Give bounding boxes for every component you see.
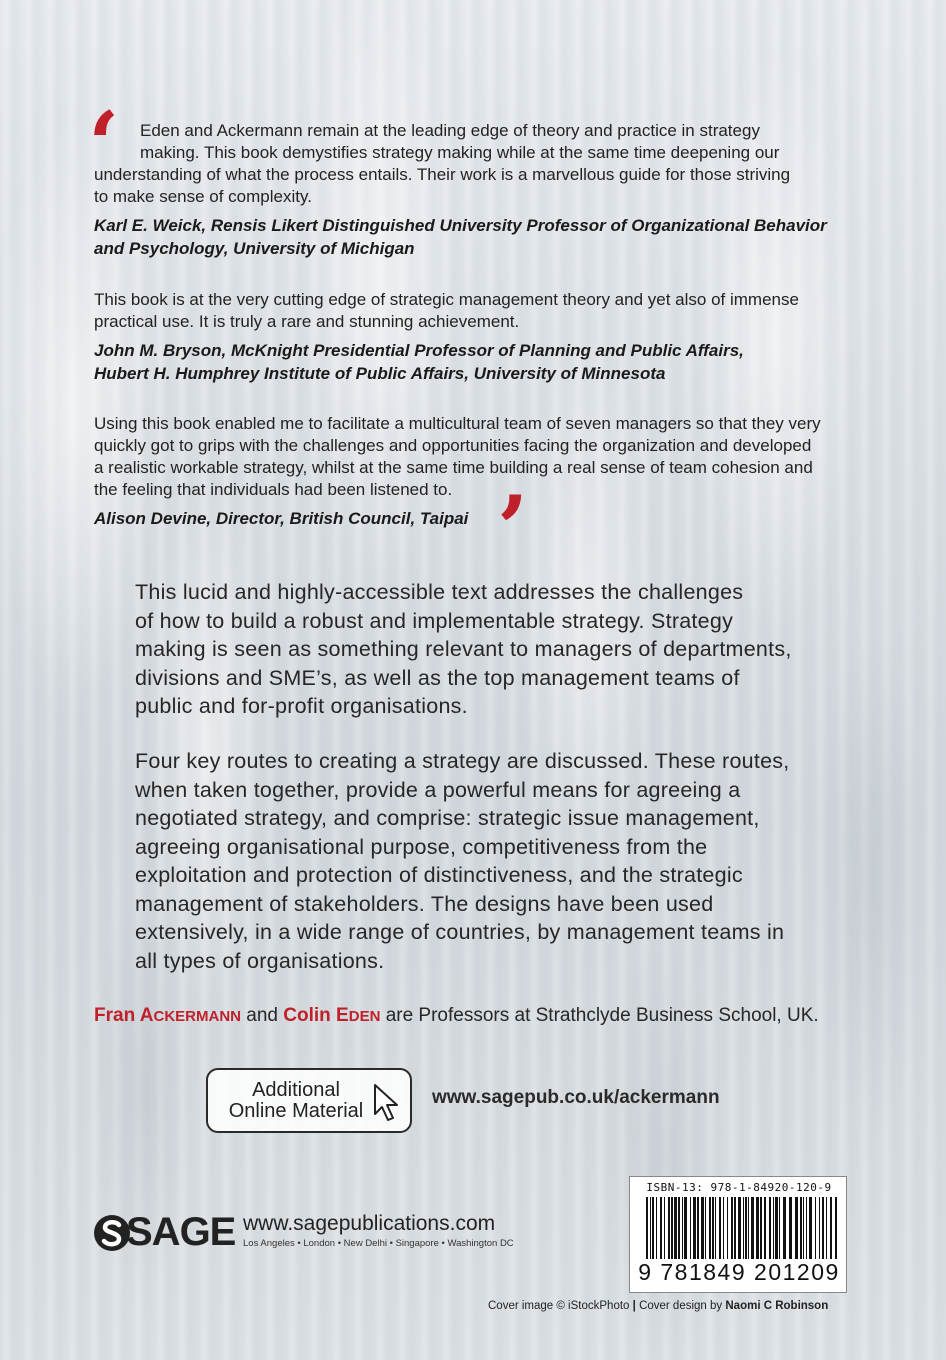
barcode-bar — [756, 1197, 759, 1259]
barcode-bar — [748, 1197, 749, 1259]
barcode-bar — [815, 1197, 816, 1259]
barcode-bar — [822, 1197, 824, 1259]
barcode-bar — [830, 1197, 832, 1259]
barcode-bar — [727, 1197, 728, 1259]
barcode-bar — [693, 1197, 696, 1259]
barcode-bar — [743, 1197, 744, 1259]
companion-website-link[interactable]: www.sagepub.co.uk/ackermann — [432, 1087, 720, 1108]
cursor-arrow-icon — [372, 1082, 402, 1124]
blurb-paragraph-2: Four key routes to creating a strategy are discussed. These routes, when taken together, provide a powerful means for agreeing a negotiated strategy, and comprise: strategic issue management, agreeing organisational purpose, competitiveness from the exploitation and protection of distinctiveness, and the strategic management of stakeholders. The designs have been used extensively, in a wide range of countries, by management teams in all types of organisations. — [135, 749, 790, 973]
cover-credits: Cover image © iStockPhoto | Cover design by Naomi C Robinson — [488, 1300, 829, 1312]
barcode-bar — [668, 1197, 670, 1259]
barcode-bar — [715, 1197, 716, 1259]
barcode-bar — [803, 1197, 804, 1259]
barcode-bar — [819, 1197, 820, 1259]
publisher-website[interactable]: www.sagepublications.com — [243, 1212, 496, 1235]
barcode-bar — [751, 1197, 754, 1259]
barcode-bar — [671, 1197, 673, 1259]
barcode-bar — [723, 1197, 724, 1259]
review-3-text: Using this book enabled me to facilitate a multicultural team of seven managers so that they very quickly got to grips with the challenges and opportunities facing the organization and developed a realistic workable strategy, whilst at the same time building a real sense of team cohesion and the feeling that individuals had been listened to. — [94, 414, 821, 499]
barcode-bar — [656, 1197, 657, 1259]
barcode-bar — [690, 1197, 691, 1259]
review-1-text: Eden and Ackermann remain at the leading edge of theory and practice in strategy making. This book demystifies strategy making while at the same time deepening our understanding of what the process entails. Their work is a marvellous guide for those striving to make sense of complexity. — [94, 121, 791, 206]
barcode-bar — [674, 1197, 677, 1259]
barcode-bar — [712, 1197, 714, 1259]
authors-line: Fran ACKERMANN and Colin EDEN are Professors at Strathclyde Business School, UK. — [94, 1005, 819, 1026]
barcode-bar — [809, 1197, 812, 1259]
barcode-bar — [769, 1197, 771, 1259]
review-2-text: This book is at the very cutting edge of strategic management theory and yet also of immense practical use. It is truly a rare and stunning achievement. — [94, 290, 799, 331]
barcode-bar — [835, 1197, 837, 1259]
barcode-bar — [800, 1197, 802, 1259]
barcode-bar — [646, 1197, 648, 1259]
review-2-attribution: John M. Bryson, McKnight Presidential Professor of Planning and Public Affairs, Hubert H. Humphrey Institute of Public Affairs, University of Minnesota — [94, 341, 744, 383]
barcode-bar — [734, 1197, 736, 1259]
barcode-bar — [764, 1197, 766, 1259]
barcode-bar — [678, 1197, 680, 1259]
barcode-bar — [705, 1197, 706, 1259]
barcode-bar — [745, 1197, 747, 1259]
barcode-bar — [660, 1197, 662, 1259]
barcode-bar — [760, 1197, 762, 1259]
barcode-bar — [664, 1197, 665, 1259]
barcode-bar — [697, 1197, 699, 1259]
barcode-number: 9 781849 201209 — [638, 1259, 840, 1285]
barcode-bar — [789, 1197, 792, 1259]
online-material-badge: Additional Online Material — [206, 1068, 412, 1133]
review-3-attribution: Alison Devine, Director, British Council, Taipai — [94, 509, 469, 528]
review-2 — [94, 289, 854, 385]
barcode-bar — [775, 1197, 778, 1259]
review-1-attribution: Karl E. Weick, Rensis Likert Distinguished University Professor of Organizational Behavior and Psychology, University of Michigan — [94, 216, 827, 258]
barcode-bar — [773, 1197, 774, 1259]
barcode-bar — [731, 1197, 733, 1259]
barcode-bar — [682, 1197, 683, 1259]
open-quote-mark: ‘ — [88, 92, 120, 198]
barcode-bar — [652, 1197, 654, 1259]
barcode-bar — [738, 1197, 741, 1259]
publisher-cities: Los Angeles • London • New Delhi • Singapore • Washington DC — [243, 1238, 514, 1249]
author-2: Colin EDEN — [283, 1005, 381, 1026]
review-3 — [94, 413, 854, 530]
sage-logo: SAGE — [92, 1211, 242, 1255]
review-1 — [94, 120, 854, 260]
barcode-bar — [684, 1197, 687, 1259]
barcode-bar — [783, 1197, 786, 1259]
barcode-bar — [701, 1197, 704, 1259]
barcode-bar — [709, 1197, 711, 1259]
barcode-bar — [779, 1197, 780, 1259]
barcode-bar — [806, 1197, 807, 1259]
barcode-bar — [650, 1197, 651, 1259]
barcode-bar — [826, 1197, 827, 1259]
isbn-barcode — [629, 1176, 847, 1293]
author-1: Fran ACKERMANN — [94, 1005, 241, 1026]
isbn-label: ISBN-13: 978-1-84920-120-9 — [646, 1181, 832, 1194]
barcode-bars — [644, 1197, 840, 1259]
blurb-paragraph-1: This lucid and highly-accessible text addresses the challenges of how to build a robust and implementable strategy. Strategy making is seen as something relevant to managers of departments, divisions and SME’s, as well as the top management teams of public and for-profit organisations. — [135, 580, 792, 718]
close-quote-mark: ’ — [497, 476, 529, 582]
barcode-bar — [719, 1197, 721, 1259]
barcode-bar — [795, 1197, 798, 1259]
